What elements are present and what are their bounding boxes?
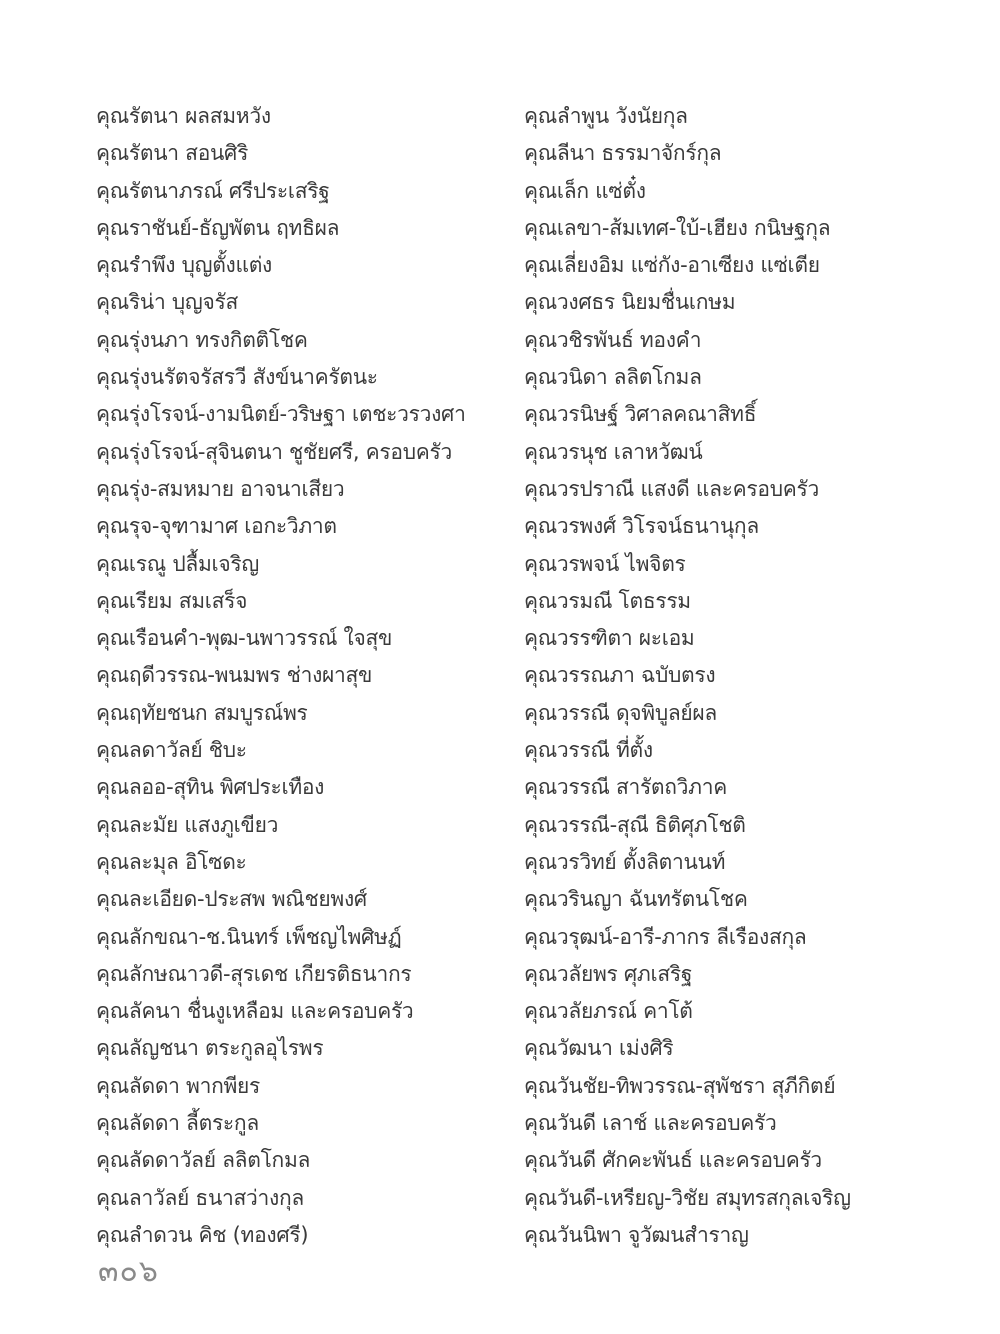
list-item: คุณลัดดา พากพียร: [96, 1073, 261, 1098]
list-item: คุณวรรณี-สุณี ธิติศุภโชติ: [524, 812, 746, 837]
list-item: คุณลาวัลย์ ธนาสว่างกุล: [96, 1185, 304, 1210]
list-item: คุณเลี่ยงอิม แซ่กัง-อาเซียง แซ่เตีย: [524, 253, 820, 278]
list-item: คุณเรือนคำ-พุฒ-นพาวรรณ์ ใจสุข: [96, 626, 393, 651]
list-item: คุณวรรฑิตา ผะเอม: [524, 626, 695, 651]
list-item: คุณวนิดา ลลิตโกมล: [524, 365, 702, 390]
list-item: คุณวรรณี ดุจพิบูลย์ผล: [524, 700, 718, 725]
list-item: คุณรุ่งโรจน์-สุจินตนา ชูชัยศรี, ครอบครัว: [96, 439, 452, 464]
list-item: คุณวรรณี ที่ตั้ง: [524, 738, 653, 763]
list-item: คุณรำพึง บุญตั้งแต่ง: [96, 253, 273, 278]
list-item: คุณลัดดา ลี้ตระกูล: [96, 1111, 259, 1136]
list-item: คุณเรียม สมเสร็จ: [96, 588, 248, 613]
list-item: คุณลำดวน คิช (ทองศรี): [96, 1222, 309, 1247]
list-item: คุณละมุล อิโซดะ: [96, 849, 247, 874]
list-item: คุณวรพงศ์ วิโรจน์ธนานุกุล: [524, 514, 759, 539]
list-item: คุณรุ่งนรัตจรัสรวี สังข์นาครัตนะ: [96, 365, 378, 390]
list-item: คุณละมัย แสงภูเขียว: [96, 812, 279, 837]
list-item: คุณรัตนา ผลสมหวัง: [96, 104, 271, 128]
list-item: คุณเล็ก แซ่ตั๋ง: [524, 178, 646, 203]
list-item: คุณวันดี เลาช์ และครอบครัว: [524, 1111, 777, 1136]
list-item: คุณรุจ-จุฑามาศ เอกะวิภาต: [96, 514, 337, 539]
list-item: คุณวรพจน์ ไพจิตร: [524, 551, 686, 576]
list-item: คุณลออ-สุทิน พิศประเทือง: [96, 775, 325, 800]
list-item: คุณรุ่งโรจน์-งามนิตย์-วริษฐา เตชะวรวงศา: [96, 402, 466, 427]
list-item: คุณวรุฒน์-อารี-ภากร ลีเรืองสกุล: [524, 924, 807, 949]
list-item: คุณรัตนาภรณ์ ศรีประเสริฐ: [96, 178, 330, 203]
list-item: คุณวันนิพา จูวัฒนสำราญ: [524, 1222, 749, 1247]
list-item: คุณวรนิษฐ์ วิศาลคณาสิทธิ์: [524, 402, 757, 427]
list-item: คุณราชันย์-ธัญพัตน ฤทธิผล: [96, 215, 340, 240]
list-item: คุณลักขณา-ช.นินทร์ เพ็ชญไพศิษฏ์: [96, 924, 402, 949]
list-item: คุณวรินญา ฉันทรัตนโชค: [524, 887, 748, 912]
list-item: คุณวันดี-เหรียญ-วิชัย สมุทรสกุลเจริญ: [524, 1185, 851, 1210]
list-item: คุณลัญชนา ตระกูลอุไรพร: [96, 1036, 324, 1061]
list-item: คุณเรณู ปลื้มเจริญ: [96, 551, 259, 576]
list-item: คุณลัดดาวัลย์ ลลิตโกมล: [96, 1148, 311, 1173]
list-item: คุณริน่า บุญจรัส: [96, 290, 238, 315]
list-item: คุณวรมณี โตธรรม: [524, 588, 691, 613]
list-item: คุณวลัยภรณ์ คาโต้: [524, 999, 693, 1024]
list-item: คุณวลัยพร ศุภเสริฐ: [524, 961, 693, 986]
list-item: คุณลักษณาวดี-สุรเดช เกียรติธนากร: [96, 961, 412, 986]
list-item: คุณฤดีวรรณ-พนมพร ช่างผาสุข: [96, 663, 373, 688]
page-number: ๓๐๖: [98, 1254, 159, 1289]
list-item: คุณวรวิทย์ ตั้งลิตานนท์: [524, 849, 726, 874]
names-column-left: [96, 98, 506, 1254]
list-item: คุณฤทัยชนก สมบูรณ์พร: [96, 700, 308, 725]
list-item: คุณรัตนา สอนศิริ: [96, 141, 249, 166]
list-item: คุณรุ่งนภา ทรงกิตติโชค: [96, 327, 308, 352]
list-item: คุณลีนา ธรรมาจักร์กุล: [524, 141, 722, 166]
list-item: คุณวงศธร นิยมชื่นเกษม: [524, 290, 736, 315]
list-item: คุณวรปราณี แสงดี และครอบครัว: [524, 476, 819, 501]
list-item: คุณวรรณภา ฉบับตรง: [524, 663, 716, 688]
list-item: คุณวรนุช เลาหวัฒน์: [524, 439, 703, 464]
list-item: คุณวันชัย-ทิพวรรณ-สุพัชรา สุภีกิตย์: [524, 1073, 836, 1098]
list-item: คุณลัคนา ชื่นงูเหลือม และครอบครัว: [96, 999, 414, 1024]
names-column-right: [524, 98, 964, 1254]
list-item: คุณลดาวัลย์ ชิบะ: [96, 738, 247, 763]
list-item: คุณวชิรพันธ์ ทองคำ: [524, 327, 702, 352]
list-item: คุณเลขา-ส้มเทศ-ใบ้-เฮียง กนิษฐกุล: [524, 215, 831, 240]
list-item: คุณละเอียด-ประสพ พณิชยพงศ์: [96, 887, 367, 912]
list-item: คุณลำพูน วังนัยกุล: [524, 104, 688, 128]
list-item: คุณวัฒนา เม่งศิริ: [524, 1036, 674, 1061]
list-item: คุณวรรณี สารัตถวิภาค: [524, 775, 727, 800]
list-item: คุณวันดี ศักคะพันธ์ และครอบครัว: [524, 1148, 822, 1173]
list-item: คุณรุ่ง-สมหมาย อาจนาเสียว: [96, 476, 345, 501]
